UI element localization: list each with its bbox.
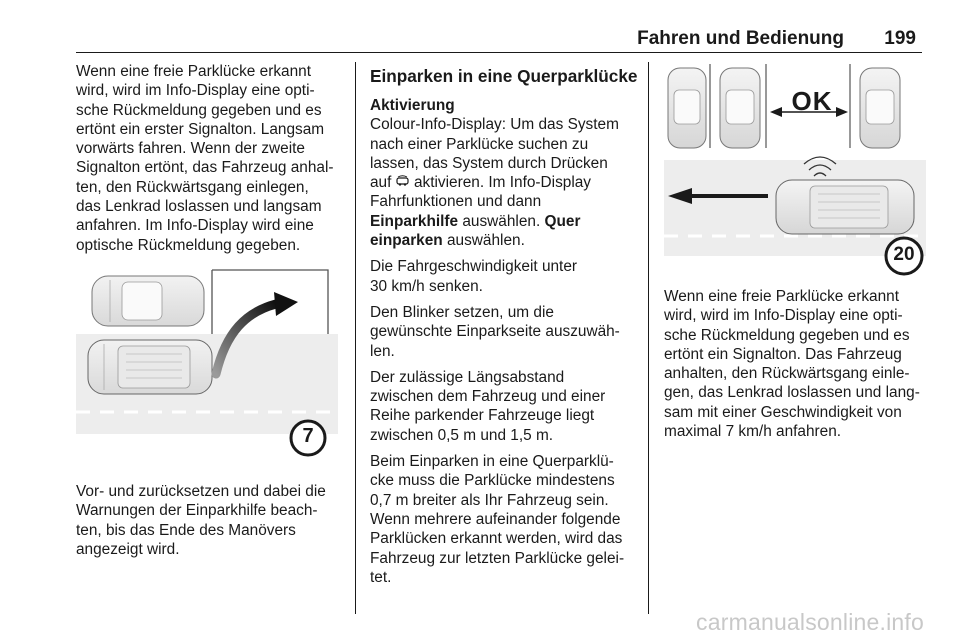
- col2-paragraph-3: Den Blinker setzen, um die gewünschte Einparkseite auszuwäh- len.: [370, 303, 620, 360]
- parked-car-1-icon: [668, 68, 706, 148]
- arrow-head-icon: [274, 292, 298, 316]
- parked-car-3-icon: [860, 68, 900, 148]
- page-header: [76, 26, 922, 53]
- col2-paragraph-1: [370, 115, 640, 250]
- column-1-bottom-text: [76, 482, 348, 566]
- parked-car-2-icon: [720, 68, 760, 148]
- col1-paragraph-2: Vor- und zurücksetzen und dabei die Warnungen der Einparkhilfe beach- ten, bis das Ende des Manövers angezeigt wird.: [76, 483, 326, 558]
- figure-20-perpendicular-parking: [664, 64, 926, 278]
- menu-item-quer-einparken: Quer einparken: [370, 212, 581, 250]
- column-divider-1: [355, 62, 356, 614]
- column-3-text: [664, 287, 926, 448]
- subheading-aktivierung: Aktivierung: [370, 97, 455, 114]
- section-heading: Einparken in eine Querparklücke: [370, 66, 638, 86]
- section-title: Fahren und Bedienung: [637, 28, 844, 49]
- p1-text-d: auswählen.: [442, 232, 525, 250]
- col3-paragraph-1: Wenn eine freie Parklücke erkannt wird, wird im Info-Display eine opti- sche Rückmeldung gegeben und es ertönt ein Signalton. Das Fahrzeug anhalten, den Rückwärtsgang einle- gen, das Lenkrad loslassen und lang- sam mit einer Geschwindigkeit von maximal 7 km/h anfahren.: [664, 288, 920, 441]
- column-2-text: [370, 66, 640, 594]
- menu-item-einparkhilfe: Einparkhilfe: [370, 212, 459, 230]
- col2-paragraph-5: Beim Einparken in eine Querparklü- cke muss die Parklücke mindestens 0,7 m breiter als Ihr Fahrzeug sein. Wenn mehrere aufeinander folgende Parklücken erkannt werden, wird das Fahrzeug zur letzten Parklücke gelei- tet.: [370, 453, 625, 586]
- moving-car-icon: [88, 340, 212, 394]
- figure-7-parallel-parking: [76, 262, 338, 462]
- p1-text-c: auswählen.: [458, 212, 545, 230]
- figure-7-number: 7: [302, 425, 314, 447]
- col1-paragraph-1: Wenn eine freie Parklücke erkannt wird, wird im Info-Display eine opti- sche Rückmeldung gegeben und es ertönt ein erster Signalton. Langsam vorwärts fahren. Wenn der zweite Signalton ertönt, das Fahrzeug anhal- ten, den Rückwärtsgang einlegen, das Lenkrad loslassen und langsam anfahren. Im Info-Display wird eine optische Rückmeldung gegeben.: [76, 63, 334, 254]
- p1-text-a: Colour-Info-Display: Um das System nach einer Parklücke suchen zu lassen, das System durch Drücken auf: [370, 116, 619, 192]
- watermark: carmanualsonline.info: [696, 609, 924, 635]
- figure-20-number: 20: [893, 244, 915, 265]
- ok-label: OK: [791, 86, 833, 116]
- p1-text-b: aktivieren. Im Info-Display Fahrfunktionen und dann: [370, 174, 592, 211]
- parking-assist-button-icon: [396, 173, 410, 192]
- page-number: 199: [884, 28, 916, 49]
- arrow-left-head-icon: [770, 107, 782, 117]
- column-1-text: [76, 62, 348, 262]
- col2-paragraph-2: Die Fahrgeschwindigkeit unter 30 km/h senken.: [370, 258, 578, 295]
- moving-car-icon: [776, 180, 914, 234]
- col2-paragraph-4: Der zulässige Längsabstand zwischen dem Fahrzeug und einer Reihe parkender Fahrzeuge liegt zwischen 0,5 m und 1,5 m.: [370, 368, 606, 444]
- column-divider-2: [648, 62, 649, 614]
- parked-car-icon: [92, 276, 204, 326]
